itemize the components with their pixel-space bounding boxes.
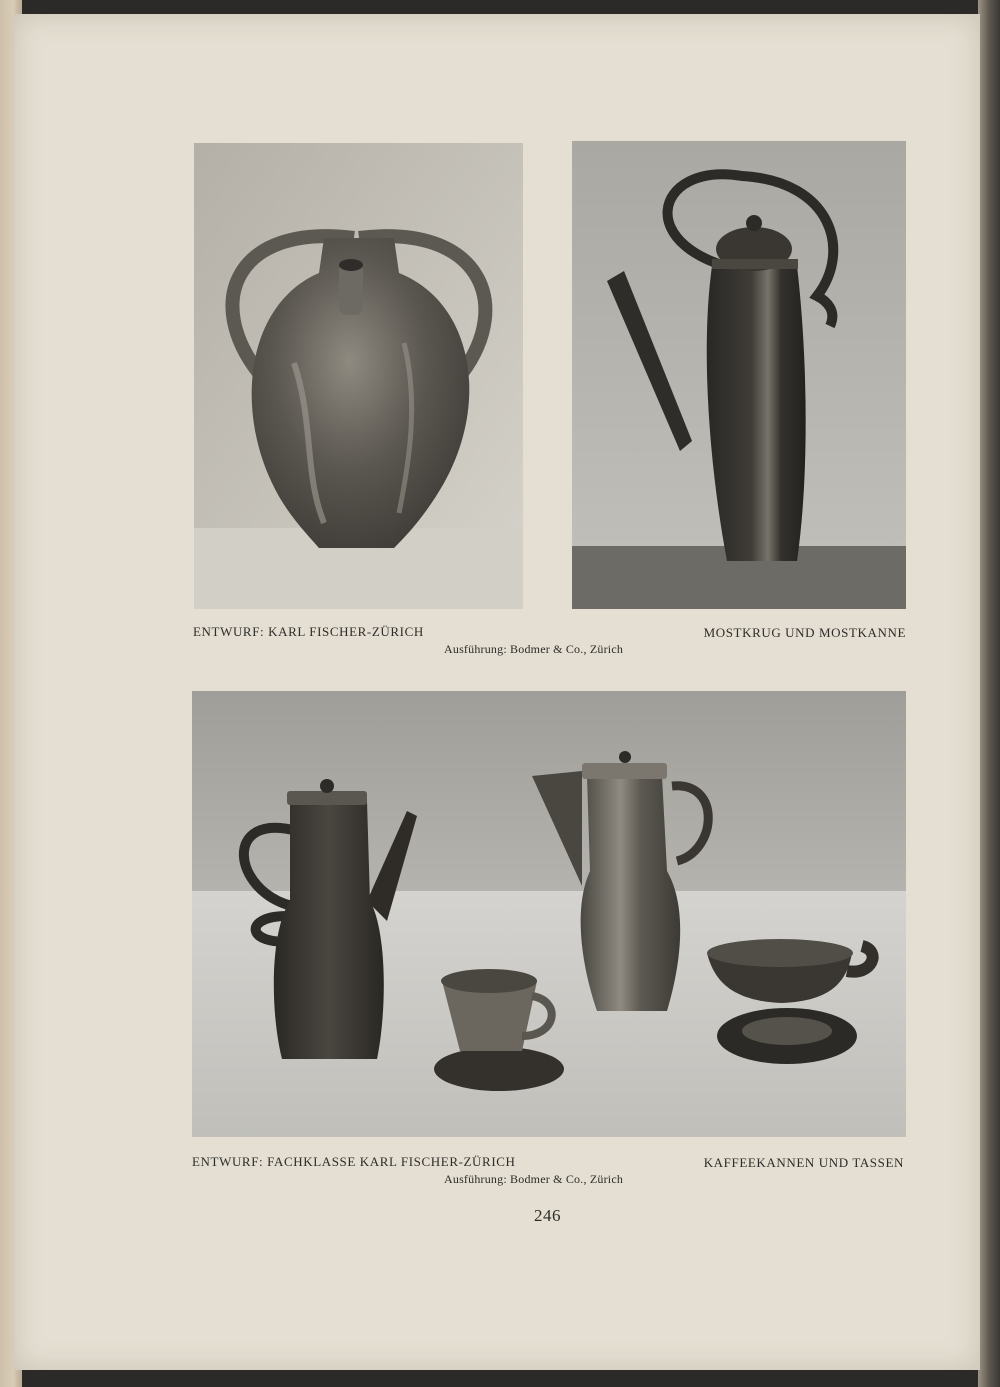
photo-mostkrug: [194, 143, 523, 609]
photo-kaffeekannen: [192, 691, 906, 1137]
scanned-page-edge-right: [978, 0, 1000, 1387]
top-left-caption: ENTWURF: KARL FISCHER-ZÜRICH: [193, 624, 424, 639]
photo-mostkanne: [572, 141, 906, 609]
book-page: [14, 14, 980, 1370]
bottom-left-caption: ENTWURF: FACHKLASSE KARL FISCHER-ZÜRICH: [192, 1154, 516, 1169]
bottom-right-caption: KAFFEEKANNEN UND TASSEN: [703, 1155, 904, 1170]
kaffeekannen-image: [192, 691, 906, 1137]
bottom-execution-note: Ausführung: Bodmer & Co., Zürich: [444, 1172, 624, 1186]
top-execution-note: Ausführung: Bodmer & Co., Zürich: [444, 642, 624, 656]
mostkrug-image: [194, 143, 523, 609]
mostkanne-image: [572, 141, 906, 609]
top-right-caption: MOSTKRUG UND MOSTKANNE: [703, 625, 906, 640]
page-number: 246: [534, 1206, 561, 1225]
